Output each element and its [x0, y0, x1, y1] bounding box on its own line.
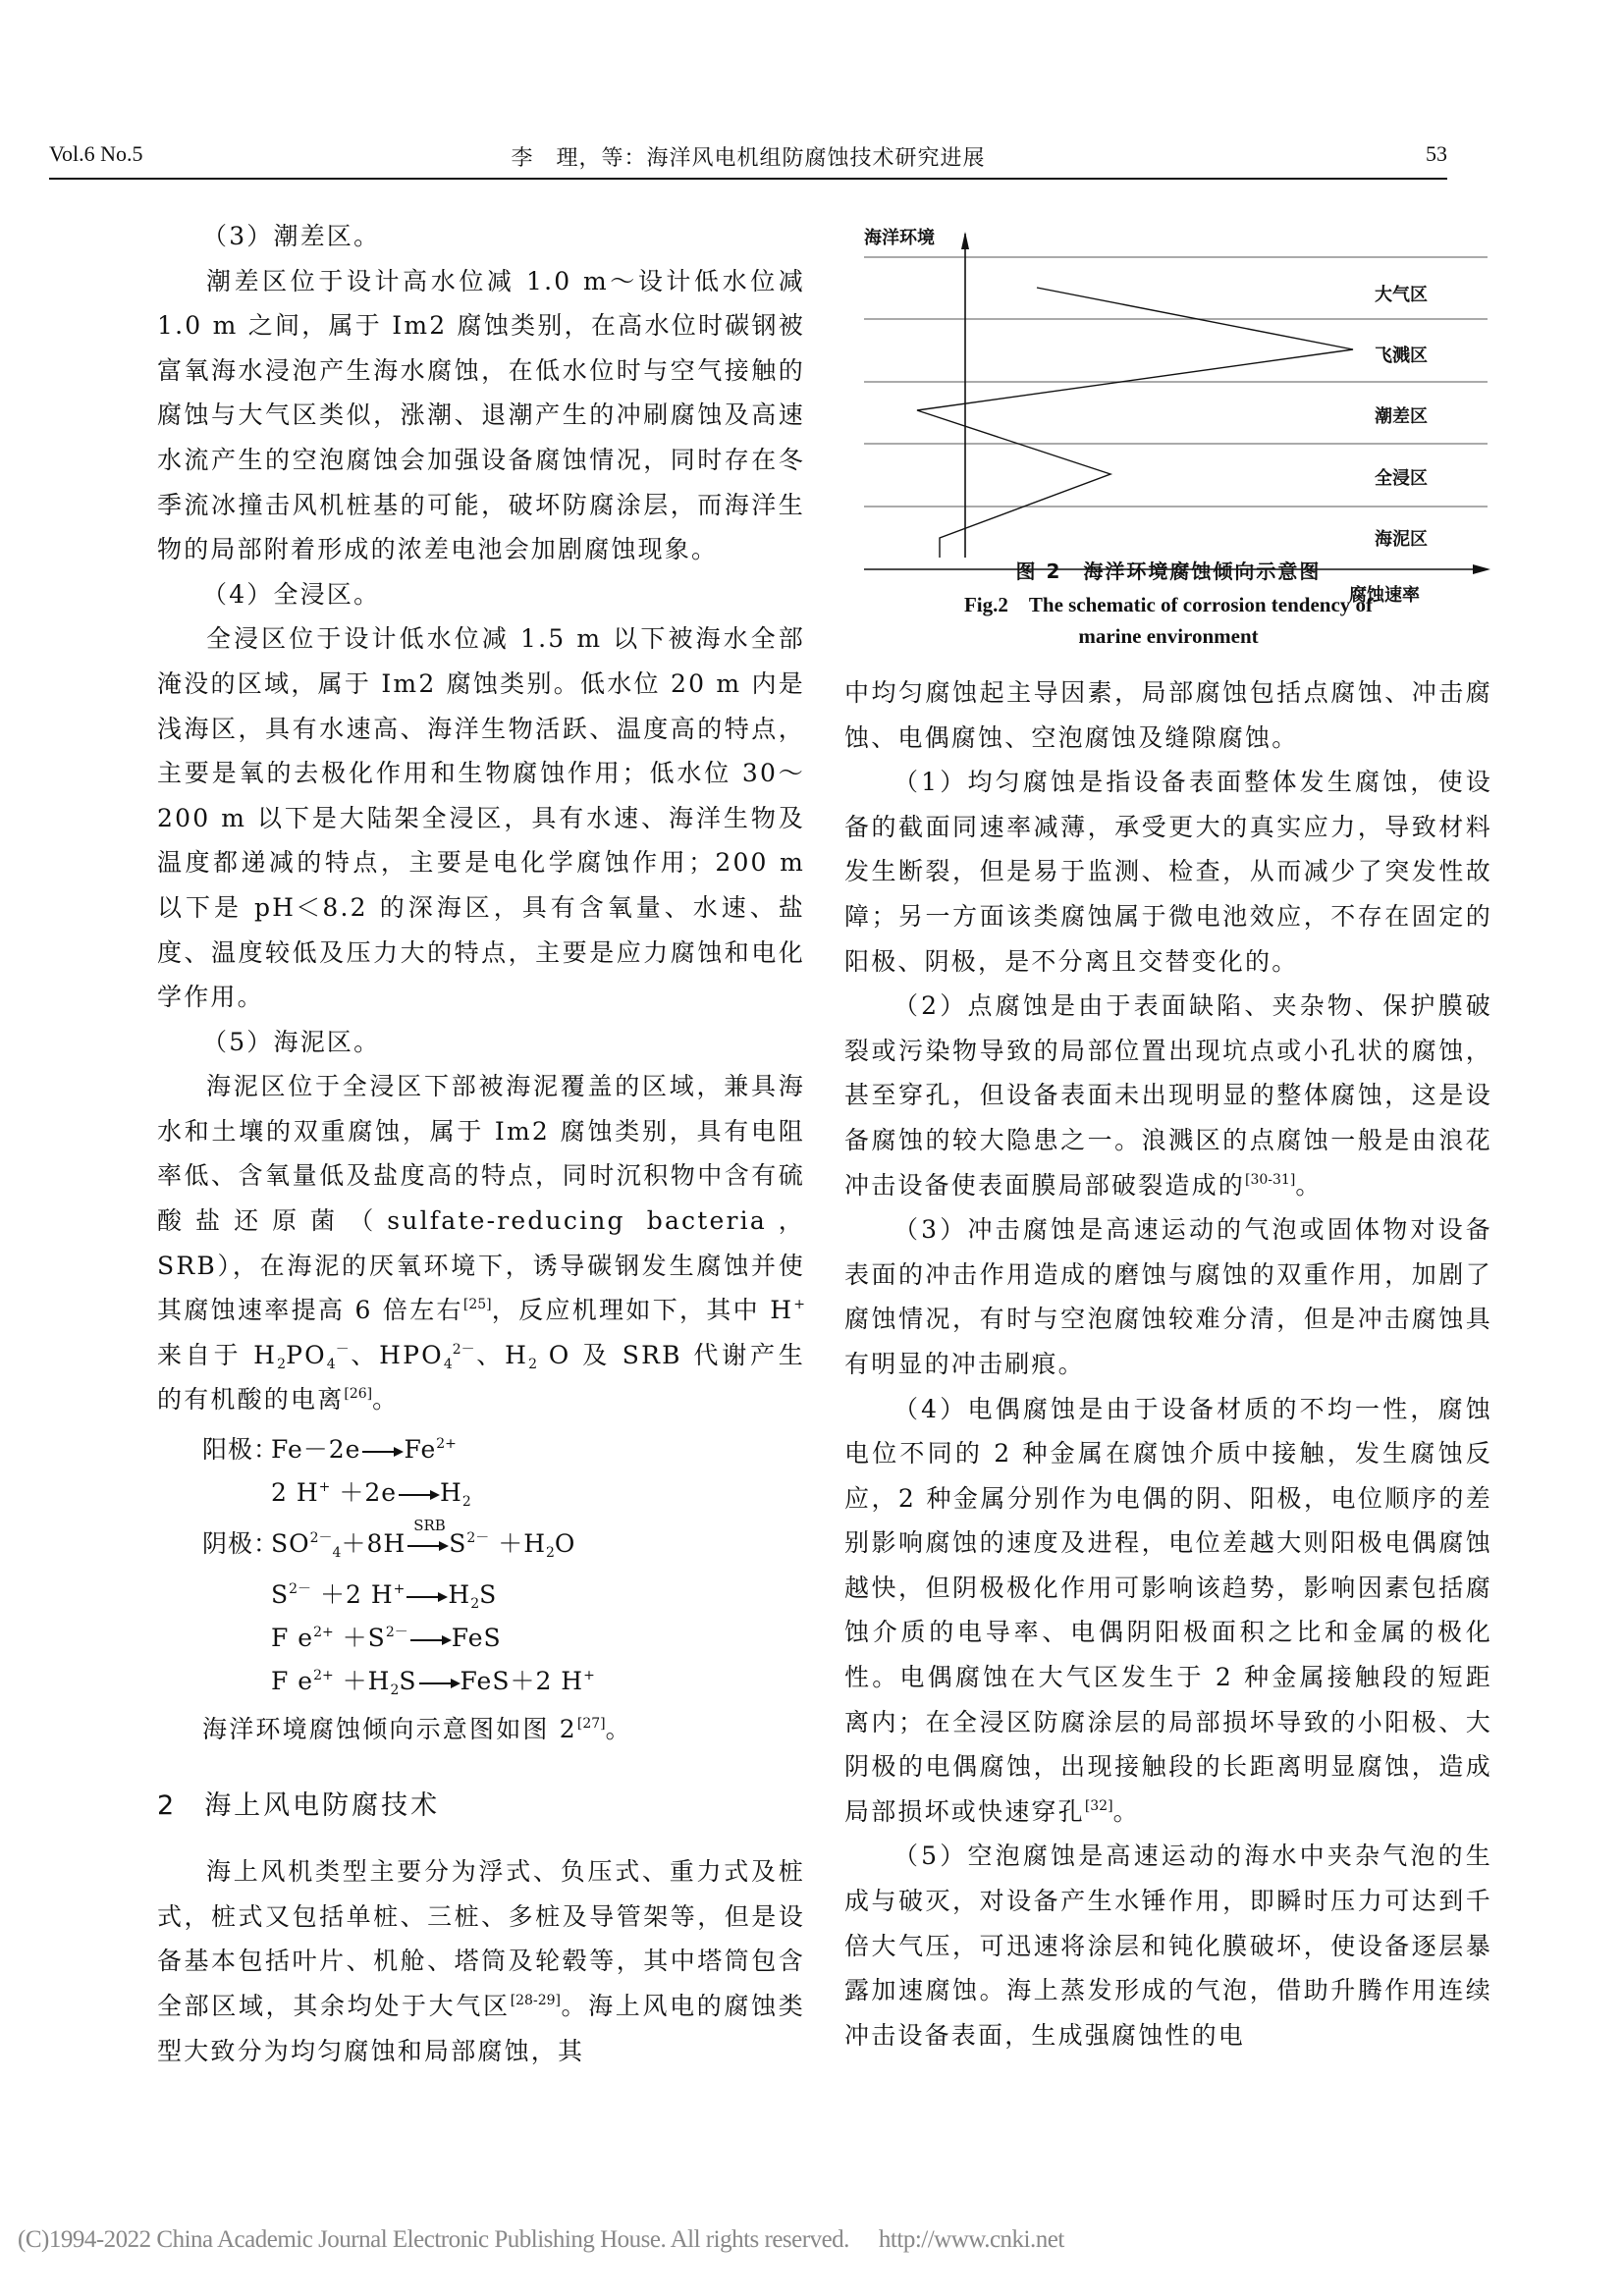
paragraph-mud-zone: 海泥区位于全浸区下部被海泥覆盖的区域，兼具海水和土壤的双重腐蚀，属于 Im2 腐蚀类别，具有电阻率低、含氧量低及盐度高的特点，同时沉积物中含有硫酸盐还原菌（sulfate-reducing bacteria，SRB），在海泥的厌氧环境下，诱导碳钢发生腐蚀并使其腐蚀速率提高 6 倍左右[25]，反应机理如下，其中 H+ 来自于 $H_2PO_4^-$、$HPO_4^{2-}$、$H_2$ O 及 SRB 代谢产生的有机酸的电离[26]。	[157, 1072, 806, 1415]
arrow-icon	[410, 1639, 450, 1641]
figure-caption-en: Fig.2 The schematic of corrosion tendency of marine environment	[963, 593, 1374, 648]
running-header	[49, 135, 1447, 175]
volume-issue: Vol.6 No.5	[49, 141, 143, 166]
zone-label: 海泥区	[1375, 529, 1428, 550]
equation-cathode-1: 阴极： $SO^{2-}_4+8H$ SRB $S^{2-} +H_2O$	[202, 1516, 576, 1562]
paragraph-pitting-corrosion: （2）点腐蚀是由于表面缺陷、夹杂物、保护膜破裂或污染物导致的局部位置出现坑点或小孔状的腐蚀，甚至穿孔，但设备表面未出现明显的整体腐蚀，这是设备腐蚀的较大隐患之一。浪溅区的点腐蚀一般是由浪花冲击设备使表面膜局部破裂造成的[30-31]。	[844, 991, 1492, 1200]
subheading-tidal-zone: （3）潮差区。	[202, 222, 381, 250]
arrow-icon: SRB	[407, 1545, 447, 1547]
tendency-line	[917, 288, 1353, 558]
publisher-link[interactable]: http://www.cnki.net	[878, 2226, 1064, 2253]
section-heading: 2 海上风电防腐技术	[157, 1789, 441, 1821]
x-axis-label: 腐蚀速率	[1349, 585, 1420, 606]
equation-cathode-3: F $e^{2+} +S^{2-}$ FeS	[271, 1624, 502, 1653]
paragraph-immersion-zone: 全浸区位于设计低水位减 1.5 m 以下被海水全部淹没的区域，属于 Im2 腐蚀类别。低水位 20 m 内是浅海区，具有水速高、海洋生物活跃、温度高的特点，主要是氧的去极化作用和生物腐蚀作用；低水位 30～200 m 以下是大陆架全浸区，具有水速、海洋生物及温度都递减的特点，主要是电化学腐蚀作用；200 m 以下是 pH＜8.2 的深海区，具有含氧量、水速、盐度、温度较低及压力大的特点，主要是应力腐蚀和电化学作用。	[157, 624, 805, 1012]
subheading-immersion-zone: （4）全浸区。	[202, 579, 381, 609]
citation[interactable]: [30-31]	[1245, 1171, 1296, 1188]
zone-label: 飞溅区	[1375, 346, 1428, 366]
running-title: 李 理，等：海洋风电机组防腐蚀技术研究进展	[511, 145, 986, 170]
citation[interactable]: [32]	[1084, 1797, 1113, 1814]
header-rule	[49, 178, 1447, 180]
corrosion-tendency-chart	[844, 224, 1492, 558]
figure-caption-cn: 图 2 海洋环境腐蚀倾向示意图	[1015, 560, 1322, 583]
paragraph-uniform-corrosion: （1）均匀腐蚀是指设备表面整体发生腐蚀，使设备的截面同速率减薄，承受更大的真实应力，导致材料发生断裂，但是易于监测、检查，从而减少了突发性故障；另一方面该类腐蚀属于微电池效应，不存在固定的阳极、阴极，是不分离且交替变化的。	[844, 768, 1492, 976]
copyright-footer	[18, 2226, 1064, 2254]
paragraph-section2: 海上风机类型主要分为浮式、负压式、重力式及桩式，桩式又包括单桩、三桩、多桩及导管架等，但是设备基本包括叶片、机舱、塔筒及轮毂等，其中塔筒包含全部区域，其余均处于大气区[28-29]。海上风电的腐蚀类型大致分为均匀腐蚀和局部腐蚀，其	[157, 1857, 805, 2065]
arrow-icon	[362, 1451, 402, 1453]
page-number: 53	[1426, 141, 1447, 166]
equation-anode-2: 2 H+ ＋2e $H_2$	[271, 1478, 471, 1511]
paragraph-continuation: 中均匀腐蚀起主导因素，局部腐蚀包括点腐蚀、冲击腐蚀、电偶腐蚀、空泡腐蚀及缝隙腐蚀。	[844, 678, 1492, 752]
arrow-icon	[399, 1494, 438, 1496]
copyright-text: (C)1994-2022 China Academic Journal Electronic Publishing House. All rights reserved.	[18, 2226, 849, 2253]
equation-cathode-4: F $e^{2+} +H_2S$ FeS＋2 H+	[271, 1667, 595, 1699]
y-axis-arrow-icon	[961, 232, 969, 249]
citation[interactable]: [25]	[462, 1297, 492, 1313]
arrow-icon	[419, 1682, 459, 1684]
paragraph-impact-corrosion: （3）冲击腐蚀是高速运动的气泡或固体物对设备表面的冲击作用造成的磨蚀与腐蚀的双重作用，加剧了腐蚀情况，有时与空泡腐蚀较难分清，但是冲击腐蚀具有明显的冲击刷痕。	[844, 1215, 1492, 1378]
paragraph-galvanic-corrosion: （4）电偶腐蚀是由于设备材质的不均一性，腐蚀电位不同的 2 种金属在腐蚀介质中接触，发生腐蚀反应，2 种金属分别作为电偶的阴、阳极，电位顺序的差别影响腐蚀的速度及进程，电位差越大则阳极电偶腐蚀越快，但阴极极化作用可影响该趋势，影响因素包括腐蚀介质的电导率、电偶阴阳极面积之比和金属的极化性。电偶腐蚀在大气区发生于 2 种金属接触段的短距离内；在全浸区防腐涂层的局部损坏导致的小阳极、大阴极的电偶腐蚀，出现接触段的长距离明显腐蚀，造成局部损坏或快速穿孔[32]。	[844, 1394, 1492, 1826]
equation-cathode-2: $S^{2-} +2$ H+ $H_2S$	[271, 1580, 498, 1613]
citation[interactable]: [28-29]	[510, 1993, 561, 2008]
equation-anode-1: 阳极： Fe－2e $Fe^{2+}$	[202, 1435, 457, 1465]
subheading-mud-zone: （5）海泥区。	[202, 1027, 381, 1056]
reaction-equations	[157, 1428, 805, 1703]
zone-label: 大气区	[1375, 285, 1428, 305]
citation[interactable]: [26]	[344, 1386, 373, 1403]
paragraph-cavitation-corrosion: （5）空泡腐蚀是高速运动的海水中夹杂气泡的生成与破灭，对设备产生水锤作用，即瞬时压力可达到千倍大气压，可迅速将涂层和钝化膜破坏，使设备逐层暴露加速腐蚀。海上蒸发形成的气泡，借助升腾作用连续冲击设备表面，生成强腐蚀性的电	[844, 1842, 1492, 2050]
zone-label: 全浸区	[1375, 468, 1428, 489]
left-column	[157, 214, 805, 2073]
paragraph-tidal-zone: 潮差区位于设计高水位减 1.0 m～设计低水位减 1.0 m 之间，属于 Im2 腐蚀类别，在高水位时碳钢被富氧海水浸泡产生海水腐蚀，在低水位时与空气接触的腐蚀与大气区类似，涨潮、退潮产生的冲刷腐蚀及高速水流产生的空泡腐蚀会加强设备腐蚀情况，同时存在冬季流冰撞击风机桩基的可能，破坏防腐涂层，而海洋生物的局部附着形成的浓差电池会加剧腐蚀现象。	[157, 266, 805, 564]
citation[interactable]: [27]	[576, 1716, 606, 1733]
zone-label: 潮差区	[1375, 406, 1428, 427]
arrow-icon	[406, 1596, 446, 1598]
y-axis-label: 海洋环境	[864, 228, 935, 248]
right-column	[844, 670, 1492, 2057]
figure-reference-sentence: 海洋环境腐蚀倾向示意图如图 2[27]。	[202, 1715, 632, 1744]
